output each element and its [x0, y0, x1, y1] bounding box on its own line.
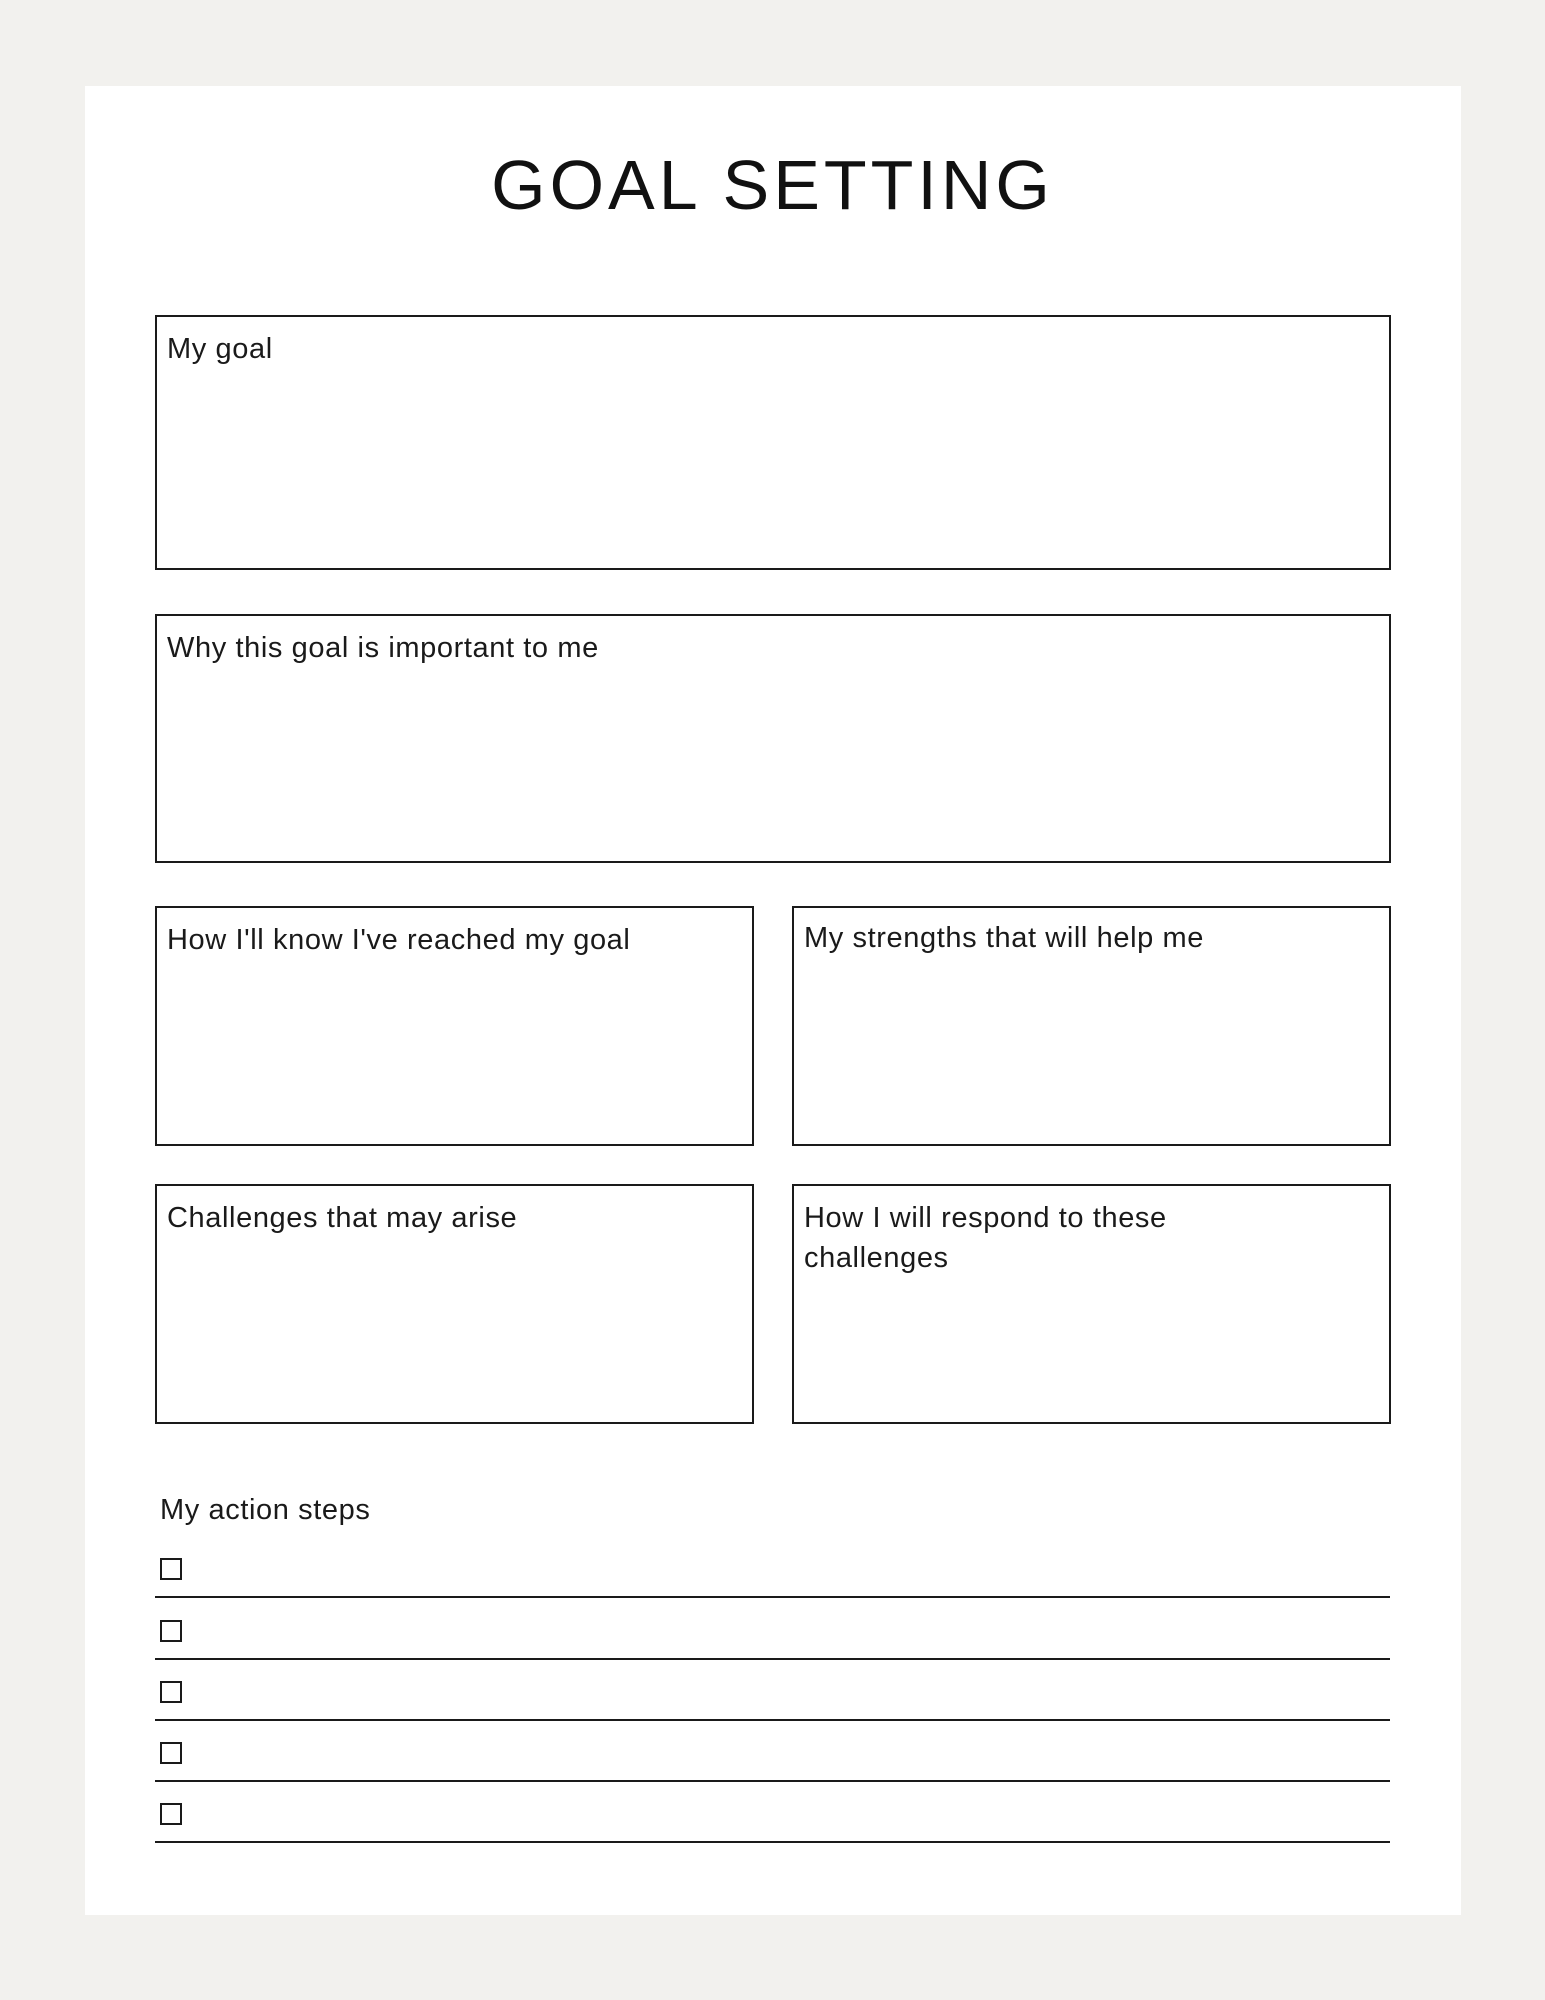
action-steps-heading: My action steps	[160, 1494, 371, 1526]
action-step-row-5[interactable]	[155, 1783, 1390, 1843]
strengths-label: My strengths that will help me	[804, 922, 1204, 954]
challenges-label: Challenges that may arise	[167, 1202, 518, 1234]
page-title: GOAL SETTING	[491, 146, 1054, 224]
challenges-box[interactable]	[155, 1184, 754, 1424]
action-step-checkbox-5[interactable]	[160, 1803, 182, 1825]
action-step-checkbox-2[interactable]	[160, 1620, 182, 1642]
action-step-row-2[interactable]	[155, 1600, 1390, 1660]
action-step-row-4[interactable]	[155, 1722, 1390, 1782]
respond-box[interactable]	[792, 1184, 1391, 1424]
action-step-row-3[interactable]	[155, 1661, 1390, 1721]
how-know-box[interactable]	[155, 906, 754, 1146]
why-important-label: Why this goal is important to me	[167, 632, 599, 664]
respond-label: How I will respond to these challenges	[804, 1202, 1167, 1274]
action-step-row-1[interactable]	[155, 1538, 1390, 1598]
strengths-box[interactable]	[792, 906, 1391, 1146]
my-goal-box[interactable]	[155, 315, 1391, 570]
action-step-checkbox-1[interactable]	[160, 1558, 182, 1580]
my-goal-label: My goal	[167, 333, 273, 365]
why-important-box[interactable]	[155, 614, 1391, 863]
action-step-checkbox-4[interactable]	[160, 1742, 182, 1764]
how-know-label: How I'll know I've reached my goal	[167, 924, 631, 956]
action-step-checkbox-3[interactable]	[160, 1681, 182, 1703]
